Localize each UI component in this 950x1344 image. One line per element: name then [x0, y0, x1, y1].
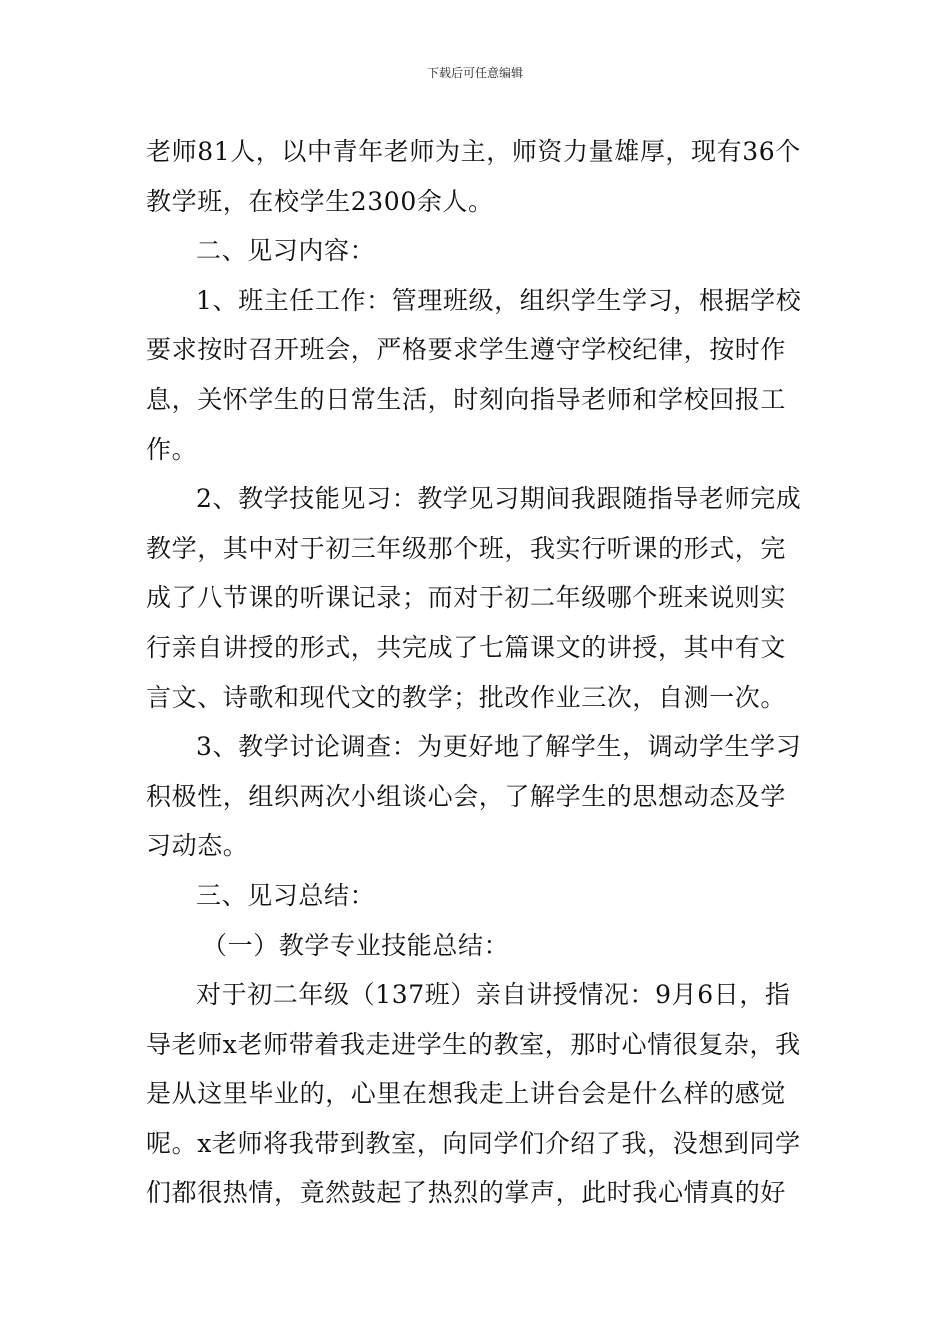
page-header: 下载后可任意编辑 [426, 66, 523, 80]
text-line: 教学，其中对于初三年级那个班，我实行听课的形式，完 [146, 533, 787, 563]
text-line: 教学班，在校学生2300余人。 [146, 186, 494, 216]
text-line: 息，关怀学生的日常生活，时刻向指导老师和学校回报工 [146, 384, 787, 414]
text-line: 对于初二年级（137班）亲自讲授情况：9月6日，指 [196, 980, 791, 1010]
text-line: 导老师x老师带着我走进学生的教室，那时心情很复杂，我 [146, 1029, 801, 1059]
text-line: 积极性，组织两次小组谈心会，了解学生的思想动态及学 [146, 781, 787, 811]
text-line: 3、教学讨论调查：为更好地了解学生，调动学生学习 [196, 732, 802, 762]
section-heading: 二、见习内容： [196, 236, 376, 266]
text-line: 要求按时召开班会，严格要求学生遵守学校纪律，按时作 [146, 335, 787, 365]
text-line: 言文、诗歌和现代文的教学；批改作业三次，自测一次。 [146, 682, 787, 712]
text-line: 是从这里毕业的，心里在想我走上讲台会是什么样的感觉 [146, 1079, 787, 1109]
text-line: 老师81人，以中青年老师为主，师资力量雄厚，现有36个 [146, 137, 801, 166]
text-line: 1、班主任工作：管理班级，组织学生学习，根据学校 [196, 285, 802, 315]
text-line: 作。 [146, 434, 198, 464]
section-heading: 三、见习总结： [196, 880, 376, 910]
text-line: 呢。x老师将我带到教室，向同学们介绍了我，没想到同学 [146, 1128, 801, 1158]
text-line: 成了八节课的听课记录；而对于初二年级哪个班来说则实 [146, 583, 787, 613]
text-line: 行亲自讲授的形式，共完成了七篇课文的讲授，其中有文 [146, 632, 787, 662]
text-line: 习动态。 [146, 831, 249, 861]
subsection-heading: （一）教学专业技能总结： [202, 930, 510, 960]
text-line: 2、教学技能见习：教学见习期间我跟随指导老师完成 [196, 484, 802, 514]
text-line: 们都很热情，竟然鼓起了热烈的掌声，此时我心情真的好 [146, 1178, 787, 1208]
document-body [146, 127, 806, 1218]
